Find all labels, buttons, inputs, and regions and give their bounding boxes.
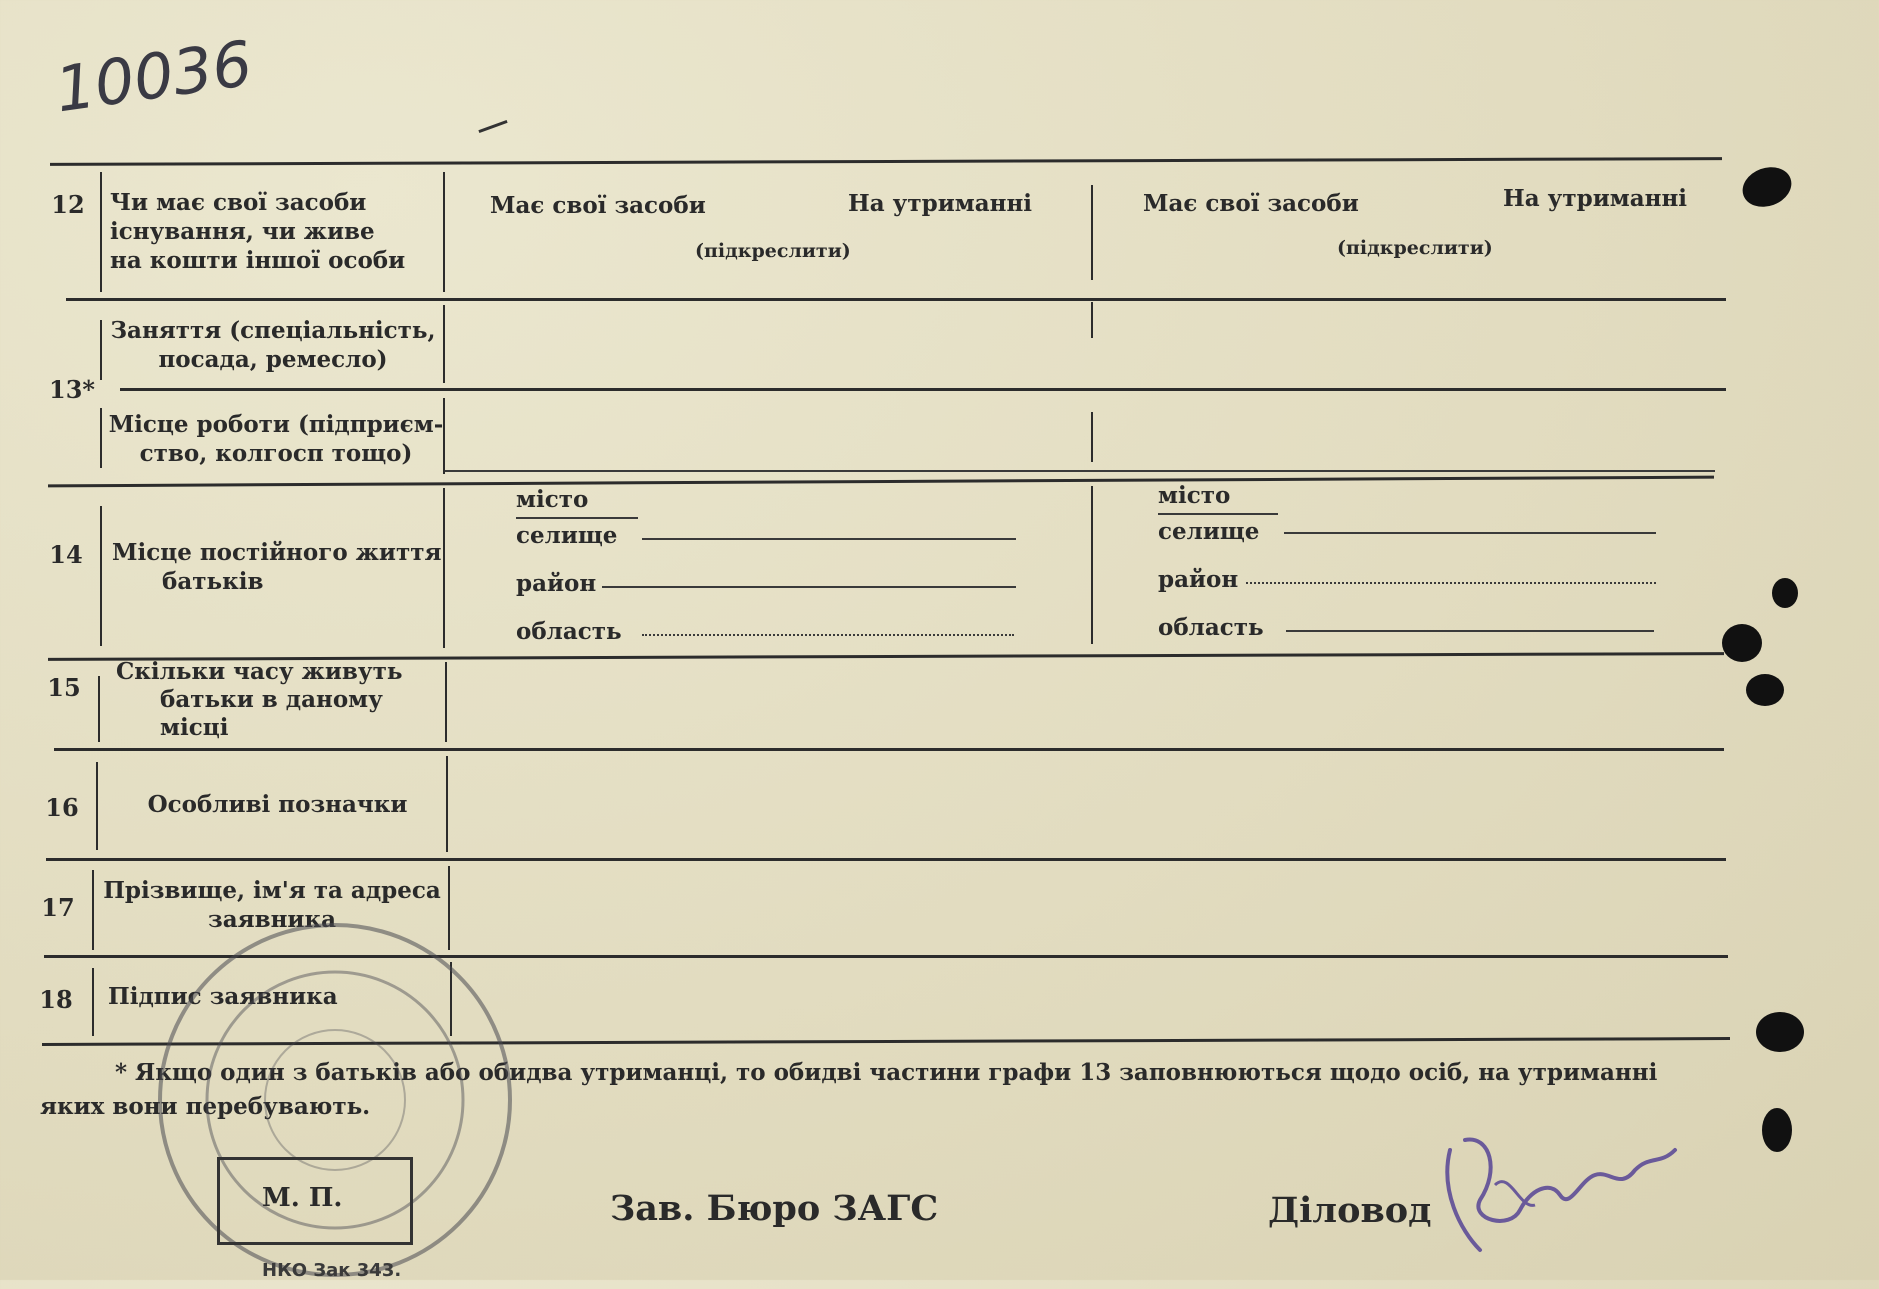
col-divider-num [98, 676, 100, 742]
mother-own-means-option[interactable]: Має свої засоби [1143, 190, 1359, 217]
mother-city-label: місто [1158, 482, 1231, 509]
father-district-label: район [516, 570, 597, 597]
col-divider-num [100, 408, 102, 468]
col-divider-label [445, 662, 447, 742]
rule-16-17 [46, 858, 1726, 861]
row-number-14: 14 [49, 540, 83, 569]
mother-city-underline [1158, 513, 1278, 515]
handwritten-archive-number: 10036 [50, 26, 257, 127]
row-number-12: 12 [51, 190, 85, 219]
father-region-line[interactable] [642, 634, 1014, 636]
head-title: Зав. Бюро ЗАГС [610, 1188, 939, 1229]
col-divider-parents [1091, 302, 1093, 338]
col-divider-num [100, 506, 102, 646]
punch-hole [1762, 1108, 1792, 1152]
col-divider-num [92, 870, 94, 950]
pen-mark [478, 120, 507, 133]
row-number-15: 15 [47, 673, 81, 702]
mother-region-label: область [1158, 614, 1264, 641]
father-dependent-option[interactable]: На утриманні [848, 190, 1033, 217]
col-divider-num [96, 762, 98, 850]
row-14-label: Місце постійного життя батьків [112, 539, 442, 595]
row-18-label: Підпис заявника [108, 983, 338, 1010]
col-divider-num [100, 320, 102, 380]
mother-settlement-label: селище [1158, 518, 1260, 545]
col-divider-parents [1091, 486, 1093, 644]
rule-13-14 [48, 476, 1714, 488]
father-settlement-label: селище [516, 522, 618, 549]
mother-district-line[interactable] [1246, 582, 1656, 584]
rule-13-mid [120, 388, 1726, 391]
row-number-16: 16 [45, 793, 79, 822]
mother-settlement-line[interactable] [1284, 532, 1656, 534]
row-15-label: Скільки часу живуть батьки в даному місці [116, 658, 403, 741]
col-divider-label [443, 305, 445, 383]
row-17-label: Прізвище, ім'я та адреса заявника [103, 877, 441, 933]
mother-underline-hint: (підкреслити) [1337, 237, 1493, 259]
col-divider-label [443, 172, 445, 292]
rule-12-13 [66, 298, 1726, 301]
clerk-title: Діловод [1268, 1190, 1432, 1231]
father-own-means-option[interactable]: Має свої засоби [490, 192, 706, 219]
father-settlement-line[interactable] [642, 538, 1016, 540]
rule-top [50, 157, 1722, 166]
col-divider-label [446, 756, 448, 852]
father-underline-hint: (підкреслити) [695, 240, 851, 262]
punch-hole [1722, 624, 1762, 662]
punch-hole [1756, 1012, 1804, 1052]
row-13-occupation-label: Заняття (спеціальність, посада, ремесло) [110, 317, 436, 373]
father-region-label: область [516, 618, 622, 645]
row-13-workplace-label: Місце роботи (підприєм- ство, колгосп тощо) [108, 411, 444, 467]
rule-13-lower-right [445, 470, 1715, 472]
punch-hole [1772, 578, 1798, 608]
handwritten-signature [1420, 1110, 1700, 1270]
col-divider-num [100, 172, 102, 292]
row-number-13: 13* [49, 375, 95, 404]
mother-dependent-option[interactable]: На утриманні [1503, 185, 1688, 212]
row-16-label: Особливі позначки [147, 791, 408, 818]
father-city-label: місто [516, 486, 589, 513]
col-divider-num [92, 968, 94, 1036]
mother-region-line[interactable] [1286, 630, 1654, 632]
footnote: * Якщо один з батьків або обидва утриманці, то обидві частини графи 13 заповнюються щодо осіб, на утриманні яких вони перебувають. [40, 1059, 1658, 1120]
father-city-underline [516, 517, 638, 519]
col-divider-parents [1091, 185, 1093, 280]
mother-district-label: район [1158, 566, 1239, 593]
punch-hole [1737, 161, 1797, 214]
row-12-label: Чи має свої засоби існування, чи живе на кошти іншої особи [110, 189, 406, 274]
col-divider-parents [1091, 412, 1093, 462]
punch-hole [1746, 674, 1784, 706]
printer-mark: НКО Зак 343. [262, 1260, 402, 1281]
row-number-18: 18 [39, 985, 73, 1014]
stamp-place-label: М. П. [262, 1183, 343, 1213]
row-number-17: 17 [41, 893, 75, 922]
rule-15-16 [54, 748, 1724, 751]
father-district-line[interactable] [602, 586, 1016, 588]
